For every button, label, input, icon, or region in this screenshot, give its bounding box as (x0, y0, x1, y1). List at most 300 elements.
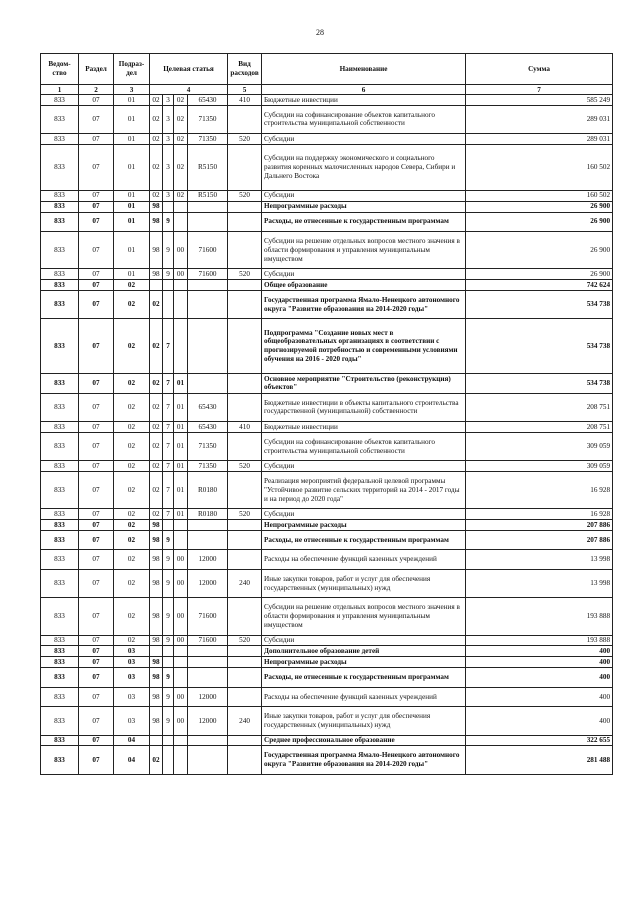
cell-statya-program: 98 (150, 520, 163, 531)
cell-vid-rashodov (228, 319, 262, 374)
header-podrazdel: Подраз-дел (114, 54, 150, 85)
cell-statya-event: 01 (174, 461, 188, 472)
cell-statya-program: 98 (150, 570, 163, 598)
cell-vedomstvo: 833 (41, 290, 79, 318)
cell-statya-event: 00 (174, 635, 188, 646)
table-row (41, 687, 613, 707)
cell-statya-event: 00 (174, 269, 188, 280)
cell-vid-rashodov: 240 (228, 707, 262, 735)
cell-statya-event: 02 (174, 95, 188, 106)
cell-podrazdel: 02 (114, 570, 150, 598)
header-vid-rashodov: Вид расходов (228, 54, 262, 85)
cell-podrazdel: 02 (114, 422, 150, 433)
cell-podrazdel: 01 (114, 232, 150, 269)
cell-statya-code: 71350 (188, 461, 228, 472)
cell-razdel: 07 (79, 374, 114, 394)
cell-statya-event: 02 (174, 144, 188, 190)
cell-vedomstvo: 833 (41, 95, 79, 106)
cell-statya-event: 02 (174, 190, 188, 201)
cell-razdel: 07 (79, 232, 114, 269)
cell-vid-rashodov (228, 668, 262, 688)
cell-statya-event: 01 (174, 393, 188, 421)
cell-statya-event (174, 668, 188, 688)
cell-razdel: 07 (79, 570, 114, 598)
cell-naimenovanie: Субсидии на софинансирование объектов капитального строительства муниципальной собственности (262, 105, 466, 133)
cell-statya-subprogram: 7 (163, 422, 174, 433)
cell-statya-subprogram: 3 (163, 105, 174, 133)
cell-statya-program: 02 (150, 461, 163, 472)
table-row (41, 668, 613, 688)
cell-statya-event: 02 (174, 134, 188, 145)
table-row (41, 657, 613, 668)
cell-naimenovanie: Подпрограмма "Создание новых мест в общеобразовательных организациях в соответствии с прогнозируемой потребностью и современными условиями обучения на 2016 - 2020 годы" (262, 319, 466, 374)
cell-vid-rashodov (228, 746, 262, 774)
cell-vid-rashodov: 410 (228, 95, 262, 106)
cell-vedomstvo: 833 (41, 461, 79, 472)
cell-statya-code (188, 530, 228, 550)
cell-statya-event: 00 (174, 707, 188, 735)
cell-razdel: 07 (79, 422, 114, 433)
table-row (41, 212, 613, 232)
cell-summa: 160 502 (466, 190, 613, 201)
cell-naimenovanie: Иные закупки товаров, работ и услуг для обеспечения государственных (муниципальных) нужд (262, 570, 466, 598)
cell-statya-event (174, 212, 188, 232)
cell-naimenovanie: Субсидии на решение отдельных вопросов местного значения в области формирования и управления муниципальным имуществом (262, 232, 466, 269)
cell-naimenovanie: Государственная программа Ямало-Ненецкого автономного округа "Развитие образования на 2014-2020 годы" (262, 290, 466, 318)
cell-vedomstvo: 833 (41, 280, 79, 291)
cell-podrazdel: 03 (114, 707, 150, 735)
cell-podrazdel: 01 (114, 190, 150, 201)
cell-statya-subprogram (163, 746, 174, 774)
cell-statya-code: 65430 (188, 393, 228, 421)
cell-vid-rashodov (228, 472, 262, 509)
cell-vedomstvo: 833 (41, 598, 79, 635)
cell-summa: 309 059 (466, 432, 613, 460)
cell-summa: 400 (466, 668, 613, 688)
cell-naimenovanie: Бюджетные инвестиции в объекты капитального строительства государственной (муниципальной) собственности (262, 393, 466, 421)
cell-naimenovanie: Субсидии (262, 461, 466, 472)
cell-vid-rashodov (228, 687, 262, 707)
table-row (41, 530, 613, 550)
cell-razdel: 07 (79, 319, 114, 374)
cell-razdel: 07 (79, 393, 114, 421)
cell-vid-rashodov (228, 432, 262, 460)
cell-vid-rashodov: 410 (228, 422, 262, 433)
cell-statya-subprogram: 9 (163, 598, 174, 635)
cell-vedomstvo: 833 (41, 144, 79, 190)
cell-vid-rashodov: 520 (228, 635, 262, 646)
cell-statya-subprogram (163, 290, 174, 318)
column-number: 3 (114, 85, 150, 95)
cell-podrazdel: 02 (114, 520, 150, 531)
cell-statya-code: 71600 (188, 598, 228, 635)
cell-statya-code: 65430 (188, 422, 228, 433)
column-number: 4 (150, 85, 228, 95)
cell-statya-program: 02 (150, 144, 163, 190)
table-row (41, 134, 613, 145)
cell-summa: 289 031 (466, 105, 613, 133)
cell-statya-code (188, 319, 228, 374)
cell-razdel: 07 (79, 105, 114, 133)
header-vedomstvo: Ведом-ство (41, 54, 79, 85)
cell-naimenovanie: Реализация мероприятий федеральной целевой программы "Устойчивое развитие сельских территорий на 2014 - 2017 годы и на период до 2020 года" (262, 472, 466, 509)
cell-statya-program: 02 (150, 432, 163, 460)
cell-summa: 400 (466, 657, 613, 668)
cell-vid-rashodov (228, 735, 262, 746)
cell-vid-rashodov (228, 393, 262, 421)
cell-statya-event (174, 290, 188, 318)
cell-naimenovanie: Расходы, не отнесенные к государственным программам (262, 212, 466, 232)
cell-razdel: 07 (79, 509, 114, 520)
cell-statya-event: 00 (174, 570, 188, 598)
cell-statya-event: 01 (174, 509, 188, 520)
cell-vedomstvo: 833 (41, 393, 79, 421)
cell-podrazdel: 04 (114, 746, 150, 774)
table-row (41, 393, 613, 421)
cell-statya-subprogram: 9 (163, 212, 174, 232)
cell-statya-code (188, 746, 228, 774)
cell-naimenovanie: Субсидии на решение отдельных вопросов местного значения в области формирования и управления муниципальным имуществом (262, 598, 466, 635)
table-row (41, 422, 613, 433)
cell-naimenovanie: Общее образование (262, 280, 466, 291)
cell-statya-code: 71350 (188, 105, 228, 133)
cell-podrazdel: 02 (114, 393, 150, 421)
cell-summa: 208 751 (466, 393, 613, 421)
budget-table (40, 53, 613, 775)
cell-statya-program: 98 (150, 550, 163, 570)
cell-podrazdel: 02 (114, 530, 150, 550)
cell-statya-subprogram: 9 (163, 707, 174, 735)
cell-summa: 26 900 (466, 212, 613, 232)
cell-summa: 400 (466, 646, 613, 657)
column-number: 5 (228, 85, 262, 95)
cell-statya-program: 02 (150, 290, 163, 318)
cell-summa: 26 900 (466, 269, 613, 280)
cell-vedomstvo: 833 (41, 668, 79, 688)
cell-razdel: 07 (79, 646, 114, 657)
cell-summa: 16 928 (466, 472, 613, 509)
cell-podrazdel: 02 (114, 635, 150, 646)
cell-statya-code: 12000 (188, 687, 228, 707)
cell-statya-subprogram: 9 (163, 635, 174, 646)
cell-razdel: 07 (79, 269, 114, 280)
cell-naimenovanie: Расходы на обеспечение функций казенных учреждений (262, 550, 466, 570)
cell-podrazdel: 03 (114, 646, 150, 657)
cell-vedomstvo: 833 (41, 269, 79, 280)
cell-vid-rashodov (228, 657, 262, 668)
table-row (41, 550, 613, 570)
cell-statya-subprogram (163, 520, 174, 531)
cell-statya-code: 71600 (188, 635, 228, 646)
cell-podrazdel: 03 (114, 668, 150, 688)
cell-statya-program (150, 646, 163, 657)
cell-vedomstvo: 833 (41, 201, 79, 212)
table-row (41, 707, 613, 735)
cell-statya-subprogram: 3 (163, 134, 174, 145)
cell-statya-event: 00 (174, 232, 188, 269)
cell-vedomstvo: 833 (41, 190, 79, 201)
cell-statya-program: 98 (150, 269, 163, 280)
cell-podrazdel: 02 (114, 461, 150, 472)
cell-vid-rashodov (228, 646, 262, 657)
cell-razdel: 07 (79, 707, 114, 735)
table-row (41, 646, 613, 657)
cell-podrazdel: 02 (114, 290, 150, 318)
cell-naimenovanie: Расходы, не отнесенные к государственным программам (262, 530, 466, 550)
cell-statya-subprogram: 7 (163, 472, 174, 509)
cell-vedomstvo: 833 (41, 212, 79, 232)
cell-vedomstvo: 833 (41, 687, 79, 707)
cell-statya-subprogram (163, 657, 174, 668)
cell-podrazdel: 02 (114, 280, 150, 291)
cell-podrazdel: 02 (114, 374, 150, 394)
cell-vid-rashodov: 520 (228, 269, 262, 280)
cell-summa: 585 249 (466, 95, 613, 106)
cell-naimenovanie: Субсидии (262, 635, 466, 646)
cell-podrazdel: 01 (114, 95, 150, 106)
cell-vedomstvo: 833 (41, 432, 79, 460)
cell-statya-event (174, 520, 188, 531)
cell-statya-code: 71350 (188, 134, 228, 145)
cell-razdel: 07 (79, 598, 114, 635)
cell-statya-code: 12000 (188, 550, 228, 570)
cell-vedomstvo: 833 (41, 735, 79, 746)
cell-naimenovanie: Субсидии (262, 509, 466, 520)
cell-summa: 193 888 (466, 598, 613, 635)
cell-statya-event (174, 735, 188, 746)
cell-summa: 26 900 (466, 232, 613, 269)
cell-statya-subprogram: 7 (163, 374, 174, 394)
cell-statya-code: R0180 (188, 472, 228, 509)
cell-statya-event: 00 (174, 687, 188, 707)
page-number: 28 (316, 28, 324, 37)
cell-naimenovanie: Дополнительное образование детей (262, 646, 466, 657)
cell-statya-program: 02 (150, 190, 163, 201)
cell-razdel: 07 (79, 280, 114, 291)
cell-statya-code: R0180 (188, 509, 228, 520)
table-row (41, 190, 613, 201)
cell-razdel: 07 (79, 472, 114, 509)
cell-statya-event: 01 (174, 374, 188, 394)
cell-statya-event (174, 657, 188, 668)
header-summa: Сумма (466, 54, 613, 85)
table-row (41, 432, 613, 460)
cell-vid-rashodov: 240 (228, 570, 262, 598)
cell-podrazdel: 04 (114, 735, 150, 746)
cell-statya-program: 98 (150, 707, 163, 735)
cell-statya-event: 02 (174, 105, 188, 133)
cell-vid-rashodov (228, 598, 262, 635)
cell-statya-program: 02 (150, 134, 163, 145)
cell-statya-subprogram: 3 (163, 95, 174, 106)
cell-statya-event (174, 746, 188, 774)
cell-naimenovanie: Субсидии (262, 134, 466, 145)
cell-statya-subprogram (163, 646, 174, 657)
cell-statya-subprogram: 9 (163, 570, 174, 598)
cell-razdel: 07 (79, 290, 114, 318)
cell-statya-code (188, 212, 228, 232)
cell-naimenovanie: Основное мероприятие "Строительство (реконструкция) объектов" (262, 374, 466, 394)
header-celevaya-statya: Целевая статья (150, 54, 228, 85)
cell-statya-event (174, 530, 188, 550)
cell-vedomstvo: 833 (41, 134, 79, 145)
cell-statya-code (188, 646, 228, 657)
cell-statya-event (174, 201, 188, 212)
cell-statya-code (188, 668, 228, 688)
cell-statya-code (188, 735, 228, 746)
cell-summa: 13 998 (466, 550, 613, 570)
cell-razdel: 07 (79, 635, 114, 646)
column-number: 2 (79, 85, 114, 95)
cell-statya-event: 01 (174, 472, 188, 509)
cell-summa: 309 059 (466, 461, 613, 472)
cell-summa: 16 928 (466, 509, 613, 520)
cell-razdel: 07 (79, 520, 114, 531)
cell-summa: 534 738 (466, 319, 613, 374)
cell-naimenovanie: Среднее профессиональное образование (262, 735, 466, 746)
cell-razdel: 07 (79, 735, 114, 746)
cell-razdel: 07 (79, 746, 114, 774)
cell-statya-code (188, 201, 228, 212)
cell-naimenovanie: Непрограммные расходы (262, 657, 466, 668)
cell-statya-code: 12000 (188, 707, 228, 735)
cell-vid-rashodov (228, 530, 262, 550)
cell-vedomstvo: 833 (41, 530, 79, 550)
header-naimenovanie: Наименование (262, 54, 466, 85)
table-row (41, 374, 613, 394)
cell-razdel: 07 (79, 95, 114, 106)
cell-statya-subprogram: 9 (163, 550, 174, 570)
cell-statya-subprogram (163, 201, 174, 212)
cell-vedomstvo: 833 (41, 374, 79, 394)
cell-statya-program: 02 (150, 374, 163, 394)
table-body (41, 95, 613, 775)
cell-vedomstvo: 833 (41, 520, 79, 531)
cell-summa: 160 502 (466, 144, 613, 190)
table-row (41, 509, 613, 520)
cell-summa: 207 886 (466, 530, 613, 550)
table-row (41, 201, 613, 212)
cell-statya-program: 98 (150, 598, 163, 635)
cell-podrazdel: 02 (114, 550, 150, 570)
cell-summa: 742 624 (466, 280, 613, 291)
cell-vid-rashodov: 520 (228, 134, 262, 145)
cell-statya-code: 71600 (188, 269, 228, 280)
cell-razdel: 07 (79, 134, 114, 145)
cell-vid-rashodov: 520 (228, 461, 262, 472)
cell-statya-subprogram: 9 (163, 687, 174, 707)
cell-statya-code: 71600 (188, 232, 228, 269)
cell-statya-subprogram: 9 (163, 668, 174, 688)
cell-statya-subprogram: 3 (163, 144, 174, 190)
cell-vedomstvo: 833 (41, 657, 79, 668)
cell-vid-rashodov (228, 105, 262, 133)
cell-statya-event (174, 280, 188, 291)
cell-statya-subprogram: 7 (163, 509, 174, 520)
cell-razdel: 07 (79, 432, 114, 460)
table-row (41, 598, 613, 635)
cell-summa: 400 (466, 687, 613, 707)
cell-statya-program: 02 (150, 472, 163, 509)
cell-naimenovanie: Бюджетные инвестиции (262, 95, 466, 106)
cell-statya-code: 65430 (188, 95, 228, 106)
cell-razdel: 07 (79, 530, 114, 550)
table-row (41, 472, 613, 509)
cell-podrazdel: 02 (114, 432, 150, 460)
cell-vedomstvo: 833 (41, 472, 79, 509)
cell-statya-event: 00 (174, 598, 188, 635)
column-number-row (41, 85, 613, 95)
cell-statya-program (150, 280, 163, 291)
cell-statya-code (188, 520, 228, 531)
table-row (41, 232, 613, 269)
table-row (41, 105, 613, 133)
table-row (41, 95, 613, 106)
cell-statya-program: 02 (150, 105, 163, 133)
cell-statya-code (188, 657, 228, 668)
cell-summa: 13 998 (466, 570, 613, 598)
cell-naimenovanie: Непрограммные расходы (262, 520, 466, 531)
cell-naimenovanie: Субсидии (262, 269, 466, 280)
table-row (41, 520, 613, 531)
cell-statya-code (188, 280, 228, 291)
cell-vedomstvo: 833 (41, 746, 79, 774)
cell-statya-event (174, 319, 188, 374)
cell-vid-rashodov (228, 212, 262, 232)
cell-podrazdel: 02 (114, 472, 150, 509)
cell-statya-subprogram: 9 (163, 269, 174, 280)
cell-podrazdel: 02 (114, 509, 150, 520)
cell-summa: 208 751 (466, 422, 613, 433)
header-razdel: Раздел (79, 54, 114, 85)
cell-statya-event (174, 646, 188, 657)
cell-summa: 26 900 (466, 201, 613, 212)
cell-razdel: 07 (79, 190, 114, 201)
table-row (41, 290, 613, 318)
cell-naimenovanie: Расходы на обеспечение функций казенных учреждений (262, 687, 466, 707)
cell-naimenovanie: Непрограммные расходы (262, 201, 466, 212)
cell-statya-subprogram: 3 (163, 190, 174, 201)
cell-statya-program: 98 (150, 687, 163, 707)
cell-summa: 400 (466, 707, 613, 735)
cell-vedomstvo: 833 (41, 319, 79, 374)
header-row (41, 54, 613, 85)
table-row (41, 144, 613, 190)
cell-razdel: 07 (79, 201, 114, 212)
cell-naimenovanie: Расходы, не отнесенные к государственным программам (262, 668, 466, 688)
cell-statya-code: 71350 (188, 432, 228, 460)
table-row (41, 635, 613, 646)
cell-vid-rashodov (228, 280, 262, 291)
cell-razdel: 07 (79, 687, 114, 707)
cell-podrazdel: 01 (114, 105, 150, 133)
cell-statya-event: 01 (174, 422, 188, 433)
cell-statya-code (188, 290, 228, 318)
cell-statya-subprogram (163, 735, 174, 746)
cell-vedomstvo: 833 (41, 105, 79, 133)
cell-vedomstvo: 833 (41, 635, 79, 646)
cell-vedomstvo: 833 (41, 232, 79, 269)
cell-statya-program: 02 (150, 393, 163, 421)
table-row (41, 570, 613, 598)
cell-statya-subprogram: 9 (163, 530, 174, 550)
cell-statya-event: 00 (174, 550, 188, 570)
cell-podrazdel: 01 (114, 269, 150, 280)
cell-statya-code: 12000 (188, 570, 228, 598)
cell-statya-program: 98 (150, 530, 163, 550)
cell-statya-program: 98 (150, 212, 163, 232)
cell-statya-code: R5150 (188, 144, 228, 190)
